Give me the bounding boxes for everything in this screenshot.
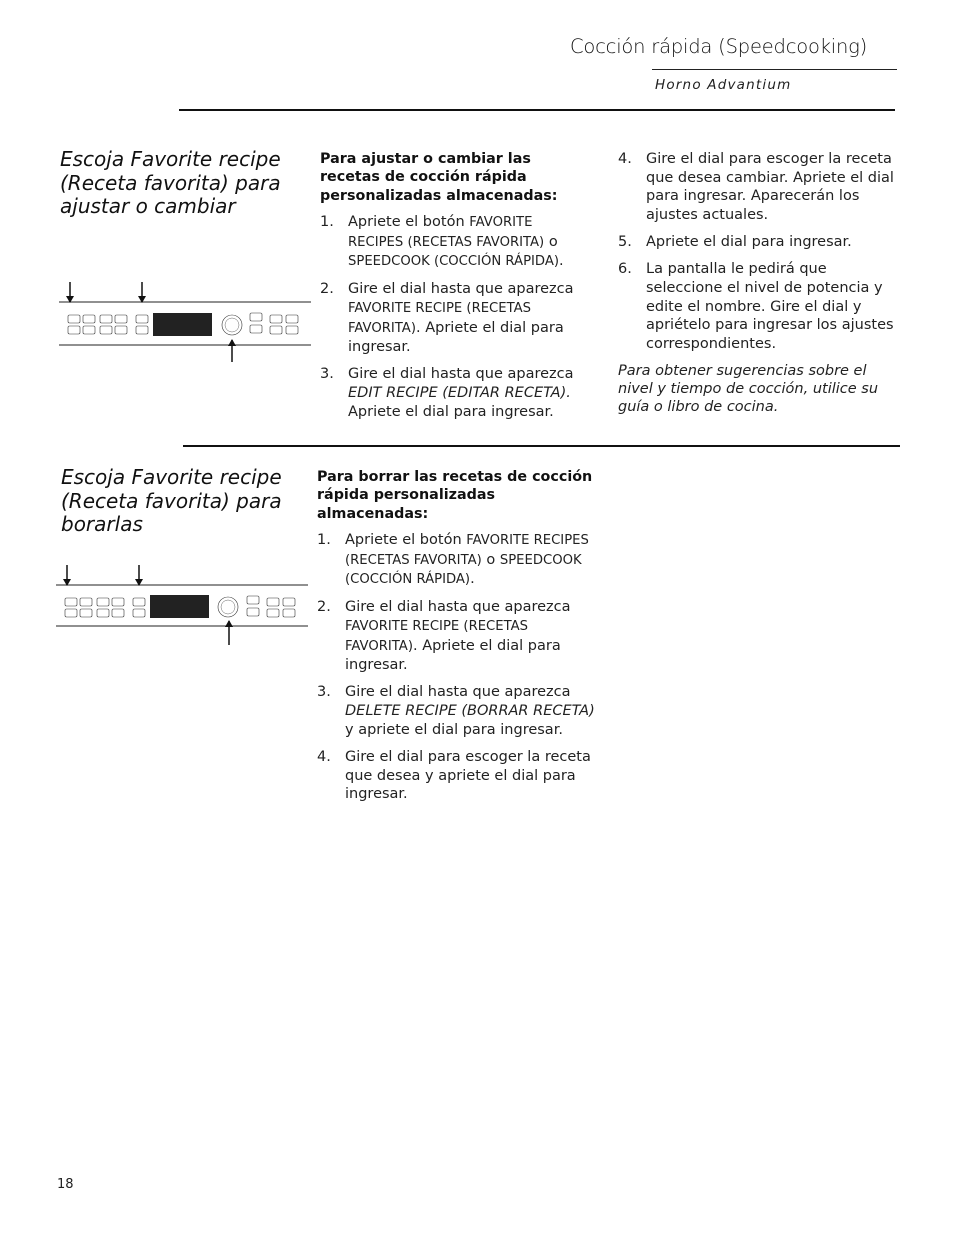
page-subtitle: Horno Advantium bbox=[655, 77, 792, 93]
list-item: 2. Gire el dial hasta que aparezca FAVORITE RECIPE (RECETAS FAVORITA). Apriete el dial para ingresar. bbox=[317, 599, 571, 674]
section1-title: Escoja Favorite recipe (Receta favorita) para ajustar o cambiar bbox=[60, 147, 281, 218]
list-item: 1. Apriete el botón FAVORITE RECIPES (RECETAS FAVORITA) o SPEEDCOOK (COCCIÓN RÁPIDA). bbox=[320, 213, 564, 270]
list-item: 1. Apriete el botón FAVORITE RECIPES (RECETAS FAVORITA) o SPEEDCOOK (COCCIÓN RÁPIDA). bbox=[317, 531, 589, 588]
page-number: 18 bbox=[57, 1177, 74, 1192]
list-item: 4. Gire el dial para escoger la receta que desea y apriete el dial para ingresar. bbox=[317, 748, 591, 803]
section-divider-middle bbox=[183, 445, 900, 447]
section2-instructions bbox=[317, 468, 597, 812]
list-item: 3. Gire el dial hasta que aparezca DELETE RECIPE (BORRAR RECETA) y apriete el dial para ingresar. bbox=[317, 684, 595, 738]
section2-title: Escoja Favorite recipe (Receta favorita) para borarlas bbox=[61, 465, 282, 536]
header-divider bbox=[652, 69, 897, 70]
section-divider-top bbox=[179, 109, 895, 111]
list-item: 6. La pantalla le pedirá que seleccione el nivel de potencia y edite el nombre. Gire el dial y apriételo para ingresar los ajustes correspondientes. bbox=[618, 261, 894, 352]
list-item: 2. Gire el dial hasta que aparezca FAVORITE RECIPE (RECETAS FAVORITA). Apriete el dial para ingresar. bbox=[320, 281, 574, 356]
section1-instructions-left bbox=[320, 150, 590, 430]
control-panel-diagram-1 bbox=[58, 280, 313, 365]
section2-lead: Para borrar las recetas de cocción rápida personalizadas almacenadas: bbox=[317, 469, 593, 522]
page-title: Cocción rápida (Speedcooking) bbox=[570, 35, 868, 58]
list-item: 5. Apriete el dial para ingresar. bbox=[618, 234, 852, 251]
list-item: 4. Gire el dial para escoger la receta que desea cambiar. Apriete el dial para ingresar. Aparecerán los ajustes actuales. bbox=[618, 151, 894, 224]
section1-lead: Para ajustar o cambiar las recetas de cocción rápida personalizadas almacenadas: bbox=[320, 151, 558, 204]
section1-note: Para obtener sugerencias sobre el nivel y tiempo de cocción, utilice su guía o libro de cocina. bbox=[618, 362, 879, 415]
control-panel-diagram-2 bbox=[55, 563, 310, 648]
list-item: 3. Gire el dial hasta que aparezca EDIT RECIPE (EDITAR RECETA). Apriete el dial para ingresar. bbox=[320, 366, 574, 420]
section1-instructions-right bbox=[618, 150, 898, 416]
